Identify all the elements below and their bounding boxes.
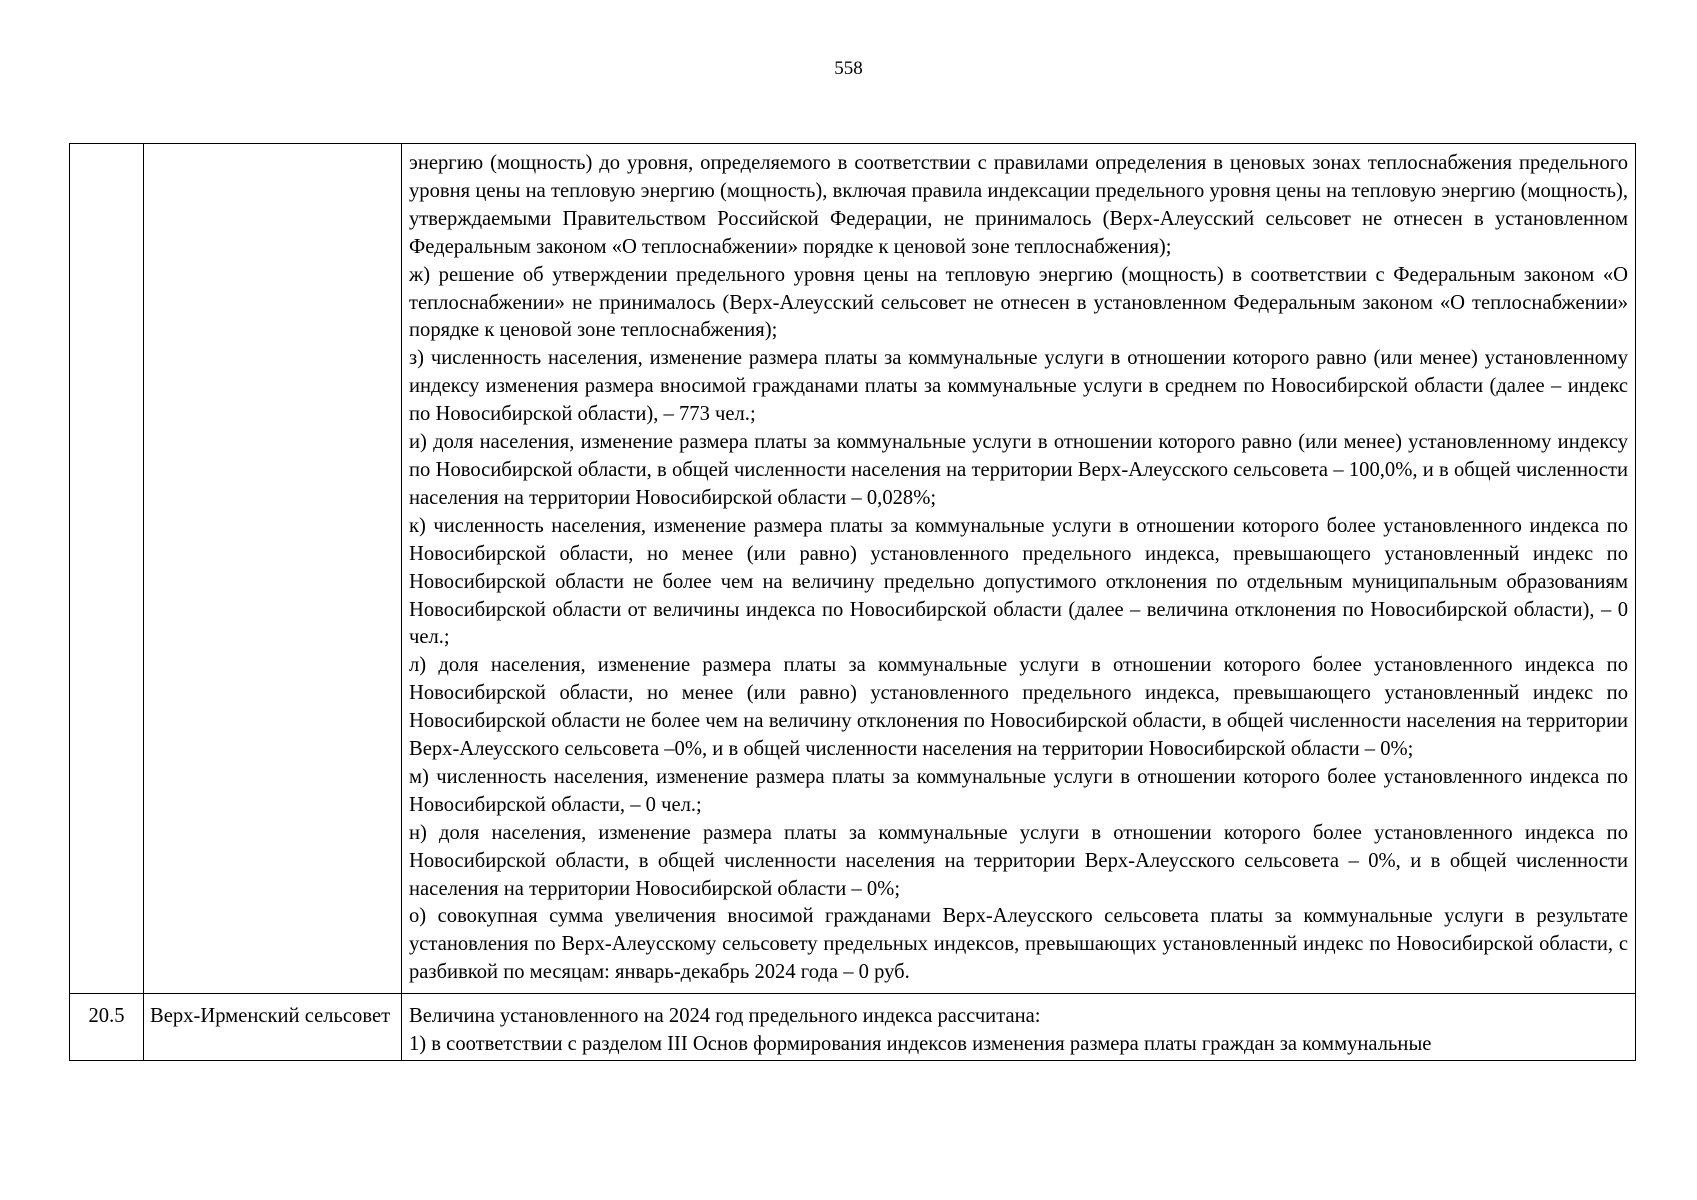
paragraph: ж) решение об утверждении предельного уровня цены на тепловую энергию (мощность) в соответствии с Федеральным законом «О теплоснабжении» не принималось (Верх-Алеусский сельсовет не отнесен в установленном Федеральным законом «О теплоснабжении» порядке к ценовой зоне теплоснабжения); bbox=[409, 263, 1628, 342]
description-cell bbox=[402, 144, 1636, 994]
paragraph: о) совокупная сумма увеличения вносимой гражданами Верх-Алеусского сельсовета платы за коммунальные услуги в результате установления по Верх-Алеусскому сельсовету предельных индексов, превышающих установленный индекс по Новосибирской области, с разбивкой по месяцам: январь-декабрь 2024 года – 0 руб. bbox=[409, 905, 1628, 984]
municipality-name bbox=[144, 144, 401, 153]
row-number-cell bbox=[70, 994, 144, 1061]
paragraph: 1) в соответствии с разделом III Основ формирования индексов изменения размера платы граждан за коммунальные bbox=[409, 1033, 1432, 1056]
paragraph: з) численность населения, изменение размера платы за коммунальные услуги в отношении которого равно (или менее) установленному индексу изменения размера вносимой гражданами платы за коммунальные услуги в среднем по Новосибирской области (далее – индекс по Новосибирской области), – 773 чел.; bbox=[409, 347, 1628, 426]
paragraph: н) доля населения, изменение размера платы за коммунальные услуги в отношении которого более установленного индекса по Новосибирской области, в общей численности населения на территории Верх-Алеусского сельсовета – 0%, и в общей численности населения на территории Новосибирской области – 0%; bbox=[409, 821, 1628, 900]
page-number: 558 bbox=[834, 58, 863, 79]
row-number bbox=[70, 144, 143, 153]
paragraph: энергию (мощность) до уровня, определяемого в соответствии с правилами определения в ценовых зонах теплоснабжения предельного уровня цены на тепловую энергию (мощность), включая правила индексации предельного уровня цены на тепловую энергию (мощность), утверждаемыми Правительством Российской Федерации, не принималось (Верх-Алеусский сельсовет не отнесен в установленном Федеральным законом «О теплоснабжении» порядке к ценовой зоне теплоснабжения); bbox=[409, 152, 1628, 258]
paragraph: и) доля населения, изменение размера платы за коммунальные услуги в отношении которого равно (или менее) установленному индексу по Новосибирской области, в общей численности населения на территории Верх-Алеусского сельсовета – 100,0%, и в общей численности населения на территории Новосибирской области – 0,028%; bbox=[409, 431, 1628, 509]
paragraph: л) доля населения, изменение размера платы за коммунальные услуги в отношении которого более установленного индекса по Новосибирской области, но менее (или равно) установленного предельного индекса, превышающего установленный индекс по Новосибирской области не более чем на величину отклонения по Новосибирской области, в общей численности населения на территории Верх-Алеусского сельсовета –0%, и в общей численности населения на территории Новосибирской области – 0%; bbox=[409, 654, 1628, 761]
row-number: 20.5 bbox=[88, 1005, 125, 1028]
municipality-name: Верх-Ирменский сельсовет bbox=[150, 1005, 391, 1028]
row-number-cell bbox=[70, 144, 144, 994]
paragraph: Величина установленного на 2024 год предельного индекса рассчитана: bbox=[409, 1005, 1041, 1028]
paragraph: м) численность населения, изменение размера платы за коммунальные услуги в отношении которого более установленного индекса по Новосибирской области, – 0 чел.; bbox=[409, 765, 1628, 816]
document-table bbox=[69, 143, 1636, 1061]
paragraph: к) численность населения, изменение размера платы за коммунальные услуги в отношении которого более установленного индекса по Новосибирской области, но менее (или равно) установленного предельного индекса, превышающего установленный индекс по Новосибирской области не более чем на величину предельно допустимого отклонения по отдельным муниципальным образованиям Новосибирской области от величины индекса по Новосибирской области (далее – величина отклонения по Новосибирской области), – 0 чел.; bbox=[409, 514, 1628, 649]
municipality-name-cell bbox=[144, 144, 402, 994]
table-row bbox=[70, 144, 1636, 994]
table-row bbox=[70, 994, 1636, 1061]
municipality-name-cell bbox=[144, 994, 402, 1061]
description-cell bbox=[402, 994, 1636, 1061]
